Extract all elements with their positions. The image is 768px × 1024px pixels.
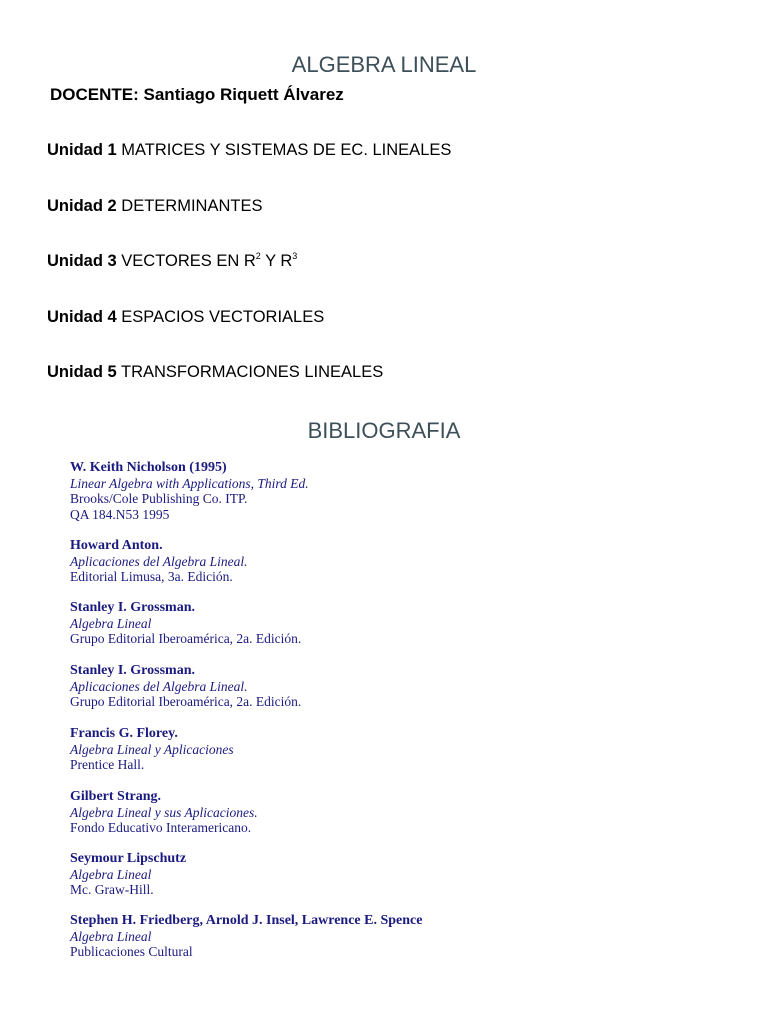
entry-author: Stanley I. Grossman. [70,663,195,678]
unit-title-part: VECTORES EN R [121,252,256,270]
bibliography-title: BIBLIOGRAFIA [307,418,461,443]
course-title: ALGEBRA LINEAL [291,52,477,77]
entry-title: Algebra Lineal y sus Aplicaciones. [70,804,258,820]
entry-publisher: Prentice Hall. [70,757,145,772]
entry-publisher: Mc. Graw-Hill. [70,882,154,897]
entry-title: Algebra Lineal [70,615,152,631]
entry-title: Algebra Lineal [70,866,152,882]
entry-author: Stephen H. Friedberg, Arnold J. Insel, Lawrence E. Spence [70,913,423,928]
bibliography-entry [70,851,750,898]
entry-publisher: Fondo Educativo Interamericano. [70,820,252,835]
entry-author: Francis G. Florey. [70,726,178,741]
entry-author: Howard Anton. [70,538,163,553]
unit-label: Unidad 4 [47,308,117,326]
bibliography-entry [70,913,750,960]
docente-line [50,84,344,106]
entry-publisher: Brooks/Cole Publishing Co. ITP. [70,491,248,506]
unit-2 [47,195,262,217]
superscript: 3 [292,251,298,261]
bibliography-entry [70,538,750,585]
entry-author: Seymour Lipschutz [70,851,187,866]
bibliography-entry [70,460,750,522]
unit-title-part: Y R [260,252,293,270]
bibliography-entry [70,600,750,647]
unit-label: Unidad 3 [47,252,117,270]
unit-label: Unidad 1 [47,141,117,159]
entry-publisher: Editorial Limusa, 3a. Edición. [70,569,233,584]
unit-title: ESPACIOS VECTORIALES [121,308,325,326]
bibliography-entry [70,663,750,710]
entry-call-number: QA 184.N53 1995 [70,506,170,522]
docente-name: Santiago Riquett Álvarez [143,85,344,104]
unit-label: Unidad 2 [47,197,117,215]
unit-1 [47,139,451,161]
entry-publisher: Publicaciones Cultural [70,944,193,959]
entry-publisher: Grupo Editorial Iberoamérica, 2a. Edición. [70,694,302,709]
unit-title [121,252,297,270]
entry-author: Gilbert Strang. [70,789,161,804]
entry-title: Linear Algebra with Applications, Third Ed. [70,475,309,491]
unit-5 [47,361,383,383]
entry-title: Algebra Lineal y Aplicaciones [70,741,234,757]
unit-3 [47,250,297,272]
entry-title: Algebra Lineal [70,928,152,944]
superscript: 2 [255,251,261,261]
bibliography-entry [70,726,750,773]
unit-title: DETERMINANTES [121,197,263,215]
unit-label: Unidad 5 [47,363,117,381]
unit-title: MATRICES Y SISTEMAS DE EC. LINEALES [121,141,452,159]
entry-publisher: Grupo Editorial Iberoamérica, 2a. Edición. [70,631,302,646]
entry-title: Aplicaciones del Algebra Lineal. [70,553,248,569]
bibliography-entry [70,789,750,836]
unit-title: TRANSFORMACIONES LINEALES [120,363,384,381]
entry-title: Aplicaciones del Algebra Lineal. [70,678,248,694]
unit-4 [47,306,324,328]
docente-label: DOCENTE: [50,85,139,104]
entry-author: Stanley I. Grossman. [70,600,195,615]
entry-author: W. Keith Nicholson (1995) [70,460,227,475]
